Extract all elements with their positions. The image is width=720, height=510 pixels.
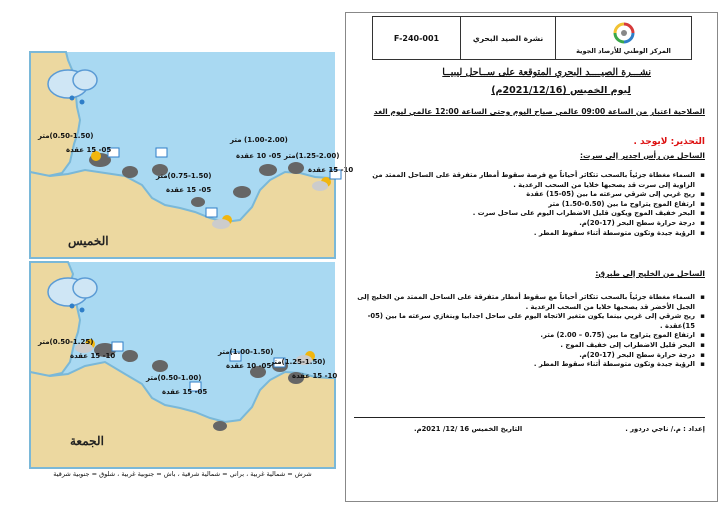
label-thu-far-east-wind: 10- 15 عقدة xyxy=(308,166,354,174)
section1-bullet: ▪ ارتفاع الموج يتراوح ما بين (0.50-1.50) متر xyxy=(354,200,705,210)
section1-bullet: ▪ البحر خفيف الموج ويكون قليل الاضطراب اليوم على ساحل سرت . xyxy=(354,209,705,219)
label-fri-west-wind: 10- 15 عقدة xyxy=(70,352,116,360)
footer-divider xyxy=(354,417,705,418)
bulletin-title: نشرة الصيد البحري xyxy=(461,17,556,59)
label-fri-east-wind: 05- 10 عقدة xyxy=(226,362,272,370)
label-thu-east-wind: 05- 10 عقدة xyxy=(236,152,282,160)
label-thu-west-wave: (0.50-1.50)متر xyxy=(38,132,94,140)
bulletin-panel xyxy=(345,12,718,502)
section1-bullet: ▪ ريح غربي إلى شرقي سرعته ما بين (05-15) عقدة xyxy=(354,190,705,200)
bulletin-heading: نشـــرة الصيــــد البحري المتوقعة على ســاحل ليبيــا xyxy=(442,67,651,78)
section1-bullets xyxy=(354,171,705,238)
section2-bullet: ▪ ارتفاع الموج يتراوح ما بين (0.75 – 2.00) متر. xyxy=(354,331,705,341)
section2-bullet: ▪ درجة حرارة سطح البحر (17-20)م. xyxy=(354,351,705,361)
section2-bullet: ▪ السماء مغطاة جزئياً بالسحب تتكاثر أحياناً مع سقوط أمطار متفرقة على الساحل الممتد من الخليج إلى الجبل الأخضر قد يصحبها خلايا من السحب الرعدية . xyxy=(354,293,705,312)
map-thursday-day-label: الخميس xyxy=(68,234,109,248)
section1-bullet: ▪ الرؤية جيدة وتكون متوسطة أثناء سقوط المطر . xyxy=(354,229,705,239)
label-fri-west-wave: (0.50-1.25)متر xyxy=(38,338,94,346)
label-thu-far-east-wave: (1.25-2.00)متر xyxy=(284,152,340,160)
section1-bullet: ▪ درجة حرارة سطح البحر (17-20)م. xyxy=(354,219,705,229)
label-thu-west-wind: 05- 15 عقدة xyxy=(66,146,112,154)
map-thursday xyxy=(30,52,354,258)
ncm-logo-icon xyxy=(610,21,638,45)
bulletin-date-heading: ليوم الخميس (2021/12/16م) xyxy=(491,85,631,96)
label-thu-sirte-wave: (0.75-1.50)متر xyxy=(156,172,212,180)
label-fri-east-wave: (1.00-1.50)متر xyxy=(218,348,274,356)
header-box xyxy=(372,16,692,60)
label-thu-sirte-wind: 05- 15 عقدة xyxy=(166,186,212,194)
issue-date: التاريخ الخميس 16 /12/ 2021م. xyxy=(414,425,523,433)
label-fri-sirte-wind: 05- 15 عقدة xyxy=(162,388,208,396)
label-fri-far-east-wind: 10- 15 عقدة xyxy=(292,372,338,380)
maps-column xyxy=(0,0,354,510)
section2-heading: الساحل من الخليج إلى طبرق: xyxy=(595,269,705,278)
form-code: F-240-001 xyxy=(373,17,461,59)
section1-heading: الساحل من رأس اجدير إلى سرت: xyxy=(580,151,705,160)
validity-line: الصلاحية اعتبار من الساعة 09:00 عالمي صباح اليوم وحتى الساعة 12:00 عالمي ليوم الغد xyxy=(373,107,705,116)
map-friday xyxy=(30,262,338,468)
prepared-by: إعداد : م./ ناجي دردور . xyxy=(625,425,705,433)
section1-bullet: ▪ السماء مغطاة جزئياً بالسحب تتكاثر أحياناً مع فرصة سقوط أمطار متفرقة على الساحل الممتد من الزاوية إلى سرت قد يصحبها خلايا من السحب الرعدية . xyxy=(354,171,705,190)
wind-direction-legend: شرش = شمالية غربية ، براني = شمالية شرقية ، باش = جنوبية غربية ، شلوق = جنوبية شرقية xyxy=(53,470,312,478)
section2-bullet: ▪ ريح شرقي إلى غربي بينما يكون متغير الاتجاه اليوم على ساحل اجدابيا وبنغازي سرعته ما بين (05-15)عقدة . xyxy=(354,312,705,331)
label-fri-far-east-wave: (1.25-1.50)متر xyxy=(270,358,326,366)
section2-bullet: ▪ الرؤية جيدة وتكون متوسطة أثناء سقوط المطر . xyxy=(354,360,705,370)
map-friday-day-label: الجمعة xyxy=(70,434,104,448)
label-fri-sirte-wave: (0.50-1.00)متر xyxy=(146,374,202,382)
warning-line: التحذير: لايوجد . xyxy=(633,137,705,147)
organization-name: المركز الوطني للأرصاد الجوية xyxy=(576,47,671,55)
label-thu-east-wave: (1.00-2.00) متر xyxy=(230,136,288,144)
section2-bullet: ▪ البحر قليل الاضطراب إلى خفيف الموج . xyxy=(354,341,705,351)
organization-block xyxy=(556,17,691,59)
section2-bullets xyxy=(354,293,705,370)
